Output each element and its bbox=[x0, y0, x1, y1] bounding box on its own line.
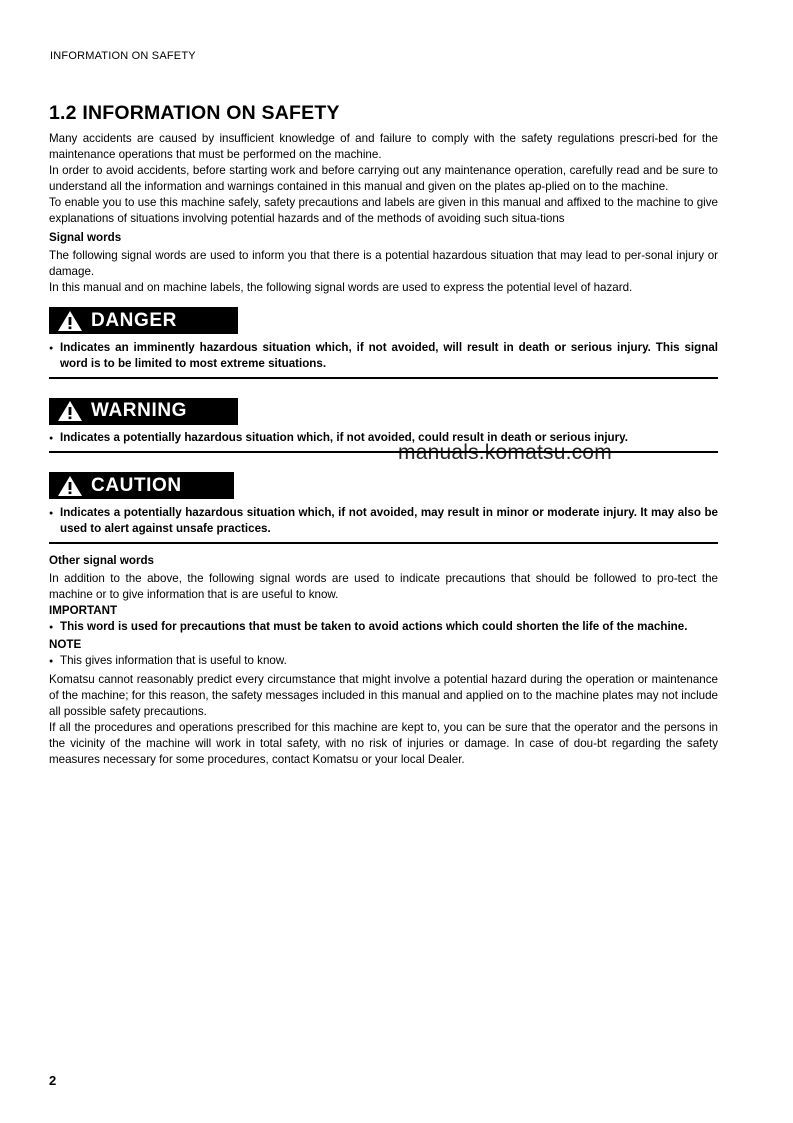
danger-label-text: DANGER bbox=[91, 309, 177, 331]
note-description bbox=[49, 653, 718, 669]
important-text: ● This word is used for precautions that must be taken to avoid actions which could shorten the life of the machine. bbox=[49, 619, 718, 635]
danger-text: ● Indicates an imminently hazardous situation which, if not avoided, will result in death or serious injury. This signal word is to be limited to most extreme situations. bbox=[49, 340, 718, 372]
intro-paragraph-3: To enable you to use this machine safely, safety precautions and labels are given in this manual and affixed to the machine to give explanations of situations involving potential hazards and of the methods of avoiding such situa-tions bbox=[49, 196, 718, 225]
warning-description bbox=[49, 430, 718, 446]
caution-label bbox=[49, 472, 234, 499]
warning-triangle-icon bbox=[57, 400, 83, 422]
watermark: manuals.komatsu.com bbox=[398, 441, 612, 464]
signal-words-paragraph-2: In this manual and on machine labels, the following signal words are used to express the potential level of hazard. bbox=[49, 281, 633, 294]
note-heading: NOTE bbox=[49, 637, 82, 651]
closing-paragraph-1: Komatsu cannot reasonably predict every circumstance that might involve a potential hazard during the operation or maintenance of the machine; for this reason, the safety messages included in this manual and applied on to the machine plates may not include all possible safety precautions. bbox=[49, 672, 718, 718]
note-text: ● This gives information that is useful to know. bbox=[49, 653, 718, 669]
other-signal-words-paragraph: In addition to the above, the following signal words are used to indicate precautions that should be followed to pro-tect the machine or to give information that is are useful to know. bbox=[49, 571, 718, 601]
main-content bbox=[49, 101, 718, 768]
signal-words-paragraph-1: The following signal words are used to inform you that there is a potential hazardous situation that may lead to per-sonal injury or damage. bbox=[49, 249, 718, 278]
caution-description bbox=[49, 505, 718, 537]
caution-text: ● Indicates a potentially hazardous situation which, if not avoided, may result in minor or moderate injury. It may also be used to alert against unsafe practices. bbox=[49, 505, 718, 537]
important-description bbox=[49, 619, 718, 635]
other-signal-words-heading: Other signal words bbox=[49, 553, 155, 567]
warning-triangle-icon bbox=[57, 310, 83, 332]
intro-paragraph-1: Many accidents are caused by insufficient knowledge of and failure to comply with the safety regulations prescri-bed for the maintenance operations that must be performed on the machine. bbox=[49, 132, 718, 161]
section-title: 1.2 INFORMATION ON SAFETY bbox=[49, 102, 340, 124]
warning-block bbox=[49, 398, 718, 454]
warning-triangle-icon bbox=[57, 475, 83, 497]
warning-label bbox=[49, 398, 238, 425]
danger-description bbox=[49, 340, 718, 372]
running-header: INFORMATION ON SAFETY bbox=[50, 50, 196, 62]
closing-paragraph-2: If all the procedures and operations prescribed for this machine are kept to, you can be sure that the operator and the persons in the vicinity of the machine will work in total safety, with no risk of injuries or damage. In case of dou-bt regarding the safety measures necessary for some procedures, contact Komatsu or your local Dealer. bbox=[49, 720, 718, 766]
warning-text: ● Indicates a potentially hazardous situation which, if not avoided, could result in death or serious injury. bbox=[49, 430, 718, 446]
important-heading: IMPORTANT bbox=[49, 603, 118, 617]
warning-label-text: WARNING bbox=[91, 400, 188, 421]
caution-block bbox=[49, 472, 718, 544]
danger-label bbox=[49, 307, 238, 334]
intro-paragraph-2: In order to avoid accidents, before starting work and before carrying out any maintenance operation, carefully read and be sure to understand all the information and warnings contained in this manual and given on the plates ap-plied on to the machine. bbox=[49, 164, 718, 193]
danger-block bbox=[49, 307, 718, 379]
page-number: 2 bbox=[49, 1073, 57, 1088]
signal-words-heading: Signal words bbox=[49, 231, 122, 244]
caution-label-text: CAUTION bbox=[91, 474, 182, 496]
